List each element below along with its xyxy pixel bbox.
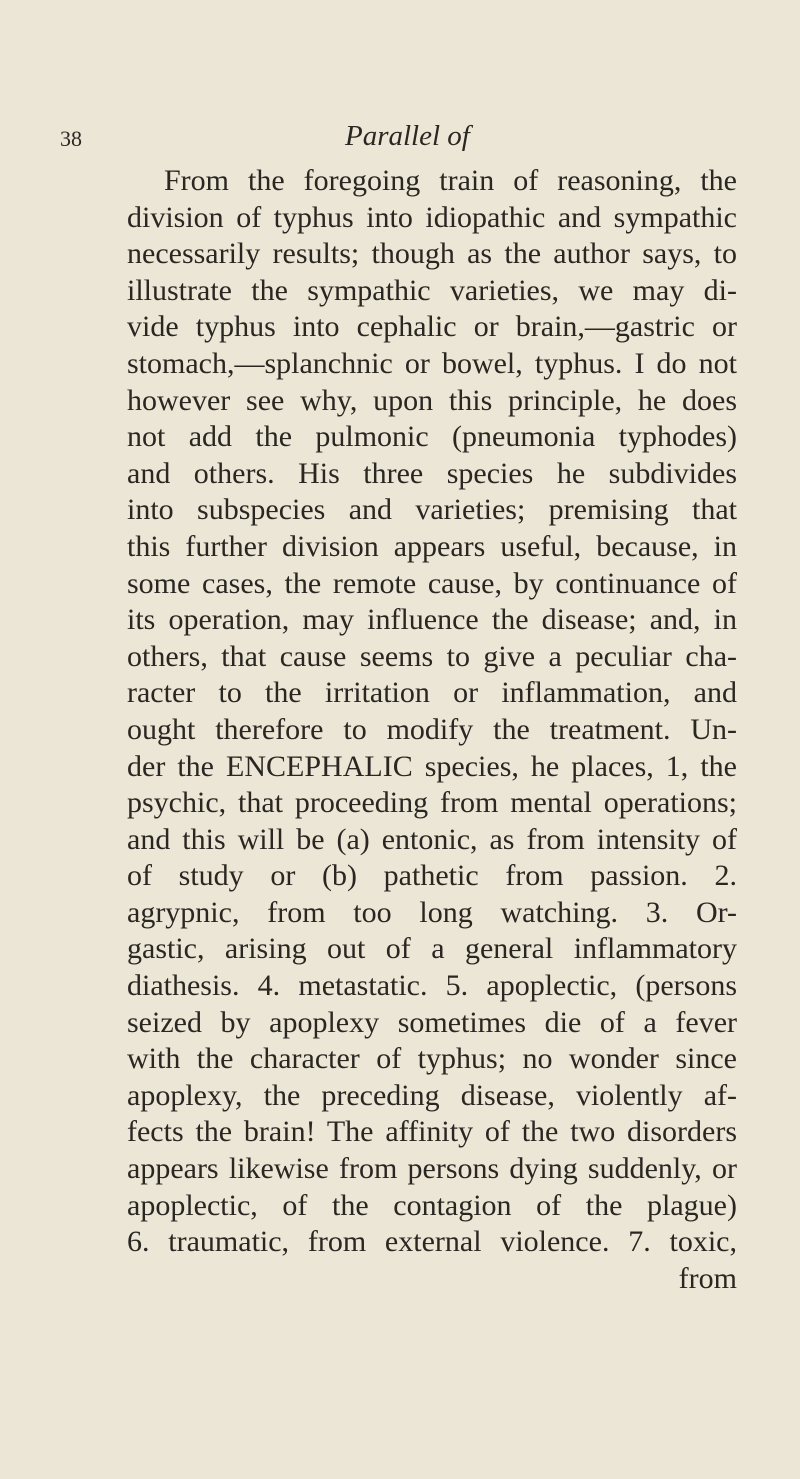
text-line: some cases, the remote cause, by continuance of (127, 566, 737, 600)
text-line: apoplectic, of the contagion of the plague) (127, 1188, 737, 1222)
text-line: 6. traumatic, from external violence. 7. toxic, (127, 1225, 737, 1259)
text-line: and this will be (a) entonic, as from intensity of (127, 822, 737, 856)
text-line: vide typhus into cephalic or brain,—gastric or (127, 310, 737, 344)
text-line: appears likewise from persons dying suddenly, or (127, 1152, 737, 1186)
text-line: apoplexy, the preceding disease, violently af- (127, 1078, 737, 1112)
text-line: gastic, arising out of a general inflammatory (127, 932, 737, 966)
text-line: psychic, that proceeding from mental operations; (127, 786, 737, 820)
text-line: however see why, upon this principle, he does (127, 383, 737, 417)
text-line: diathesis. 4. metastatic. 5. apoplectic, (persons (127, 969, 737, 1003)
text-line: From the foregoing train of reasoning, the (164, 164, 737, 197)
text-line: necessarily results; though as the author says, to (127, 237, 737, 271)
text-line: agrypnic, from too long watching. 3. Or- (127, 895, 737, 929)
page-header (60, 120, 760, 160)
text-line: illustrate the sympathic varieties, we may di- (127, 273, 737, 307)
text-line: der the ENCEPHALIC species, he places, 1, the (127, 749, 737, 783)
text-line: not add the pulmonic (pneumonia typhodes) (127, 420, 737, 454)
text-line: division of typhus into idiopathic and sympathic (127, 200, 737, 234)
page-number: 38 (60, 126, 82, 151)
text-line: of study or (b) pathetic from passion. 2. (127, 859, 737, 893)
text-line: ought therefore to modify the treatment. Un- (127, 712, 737, 746)
text-line: into subspecies and varieties; premising that (127, 493, 737, 527)
text-line: and others. His three species he subdivides (127, 456, 737, 490)
text-line: seized by apoplexy sometimes die of a fever (127, 1005, 737, 1039)
text-line: with the character of typhus; no wonder since (127, 1042, 737, 1076)
text-line: racter to the irritation or inflammation, and (127, 676, 737, 710)
text-line: stomach,—splanchnic or bowel, typhus. I do not (127, 346, 737, 380)
text-line: from (678, 1261, 737, 1295)
text-line: others, that cause seems to give a peculiar cha- (127, 639, 737, 673)
text-line: its operation, may influence the disease; and, in (127, 603, 737, 637)
running-title: Parallel of (345, 120, 470, 152)
text-line: fects the brain! The affinity of the two disorders (127, 1115, 737, 1149)
text-line: this further division appears useful, because, in (127, 529, 737, 563)
body-text (127, 163, 737, 1297)
